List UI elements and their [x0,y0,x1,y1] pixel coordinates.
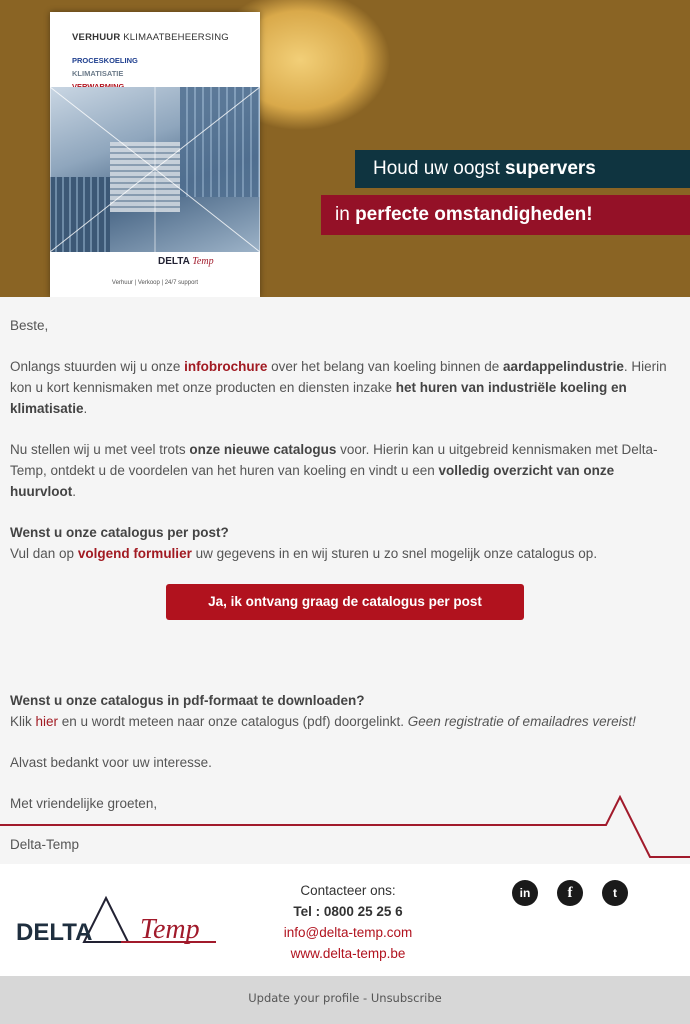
logo-temp-text: Temp [140,914,200,945]
formulier-link[interactable]: volgend formulier [77,546,192,561]
greeting: Beste, [10,318,49,333]
paragraph-catalogus: Nu stellen wij u met veel trots onze nieuwe catalogus voor. Hierin kan u uitgebreid kennismaken met Delta-Temp, ontdekt u de voordelen van het huren van koeling en vindt u een volledig overzicht van onze huurvloot. [10,442,658,499]
signature: Delta-Temp [10,837,80,852]
brochure-item-proceskoeling: PROCESKOELING [72,56,138,65]
paragraph-intro: Onlangs stuurden wij u onze infobrochure over het belang van koeling binnen de aardappelindustrie. Hierin kon u kort kennismaken met onze producten en diensten inzake het huren van industriële koeling en klimatisatie. [10,359,667,416]
brochure-item-klimatisatie: KLIMATISATIE [72,69,124,78]
email-link[interactable]: info@delta-temp.com [283,925,413,940]
banner-headline-2: in perfecte omstandigheden! [321,195,690,235]
linkedin-icon[interactable]: in [512,880,538,906]
website-link[interactable]: www.delta-temp.be [290,946,406,961]
contact-title: Contacteer ons: [300,883,396,898]
footer [0,864,690,976]
brochure-footer: Verhuur | Verkoop | 24/7 support [111,280,199,286]
brochure-logo: DELTA Temp [158,256,214,267]
facebook-icon[interactable]: f [557,880,583,906]
brochure-photo [50,87,260,252]
hero-banner[interactable] [0,0,690,297]
paragraph-post: Wenst u onze catalogus per post? Vul dan op volgend formulier uw gegevens in en wij sturen u zo snel mogelijk onze catalogus op. [10,525,598,561]
brochure-title: VERHUUR KLIMAATBEHEERSING [72,32,229,43]
heartbeat-line-icon [0,795,690,859]
catalogus-per-post-button[interactable]: Ja, ik ontvang graag de catalogus per post [166,584,524,620]
regards-text: Met vriendelijke groeten, [10,796,158,811]
infobrochure-link[interactable]: infobrochure [184,359,268,374]
contact-block [248,880,448,964]
paragraph-pdf: Wenst u onze catalogus in pdf-formaat te downloaden? Klik hier en u wordt meteen naar onze catalogus (pdf) doorgelinkt. Geen registratie of emailadres vereist! [10,693,636,729]
twitter-icon[interactable]: t [602,880,628,906]
email-body [0,297,690,855]
unsubscribe-link[interactable]: Unsubscribe [370,991,442,1005]
hier-link[interactable]: hier [35,714,59,729]
thanks-text: Alvast bedankt voor uw interesse. [10,755,212,770]
logo-delta-text: DELTA [16,919,93,946]
catalogus-brochure-image [50,12,260,297]
banner-headline-1: Houd uw oogst supervers [355,150,690,188]
update-profile-link[interactable]: Update your profile [248,991,360,1005]
post-heading: Wenst u onze catalogus per post? [10,525,229,540]
pdf-heading: Wenst u onze catalogus in pdf-formaat te downloaden? [10,693,365,708]
bottom-bar: Update your profile - Unsubscribe [0,976,690,1024]
phone-number[interactable]: Tel : 0800 25 25 6 [293,904,403,919]
delta-temp-logo[interactable] [16,894,216,961]
